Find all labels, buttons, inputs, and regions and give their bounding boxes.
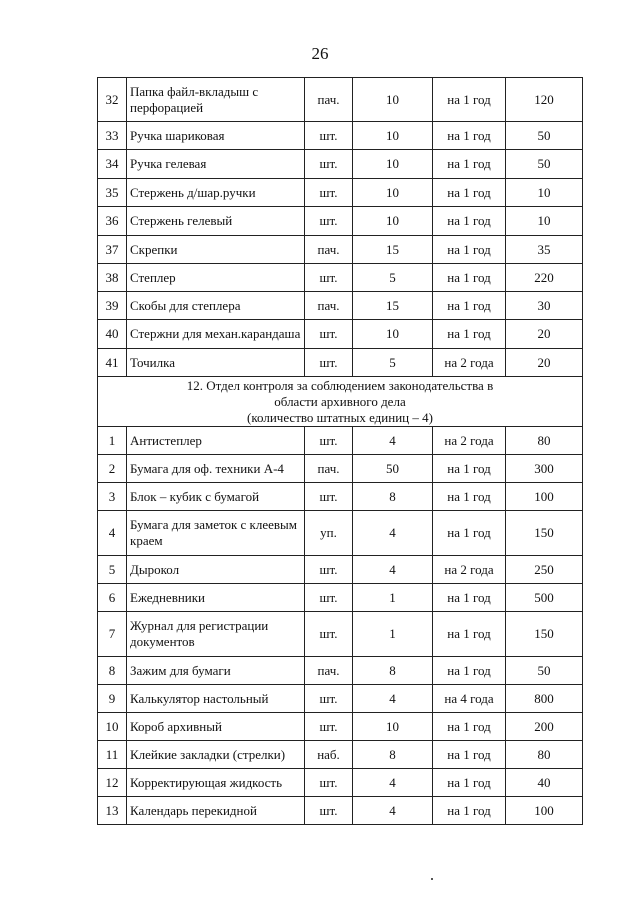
price-cell: 20 bbox=[506, 349, 583, 377]
price-cell: 80 bbox=[506, 427, 583, 455]
period-cell: на 2 года bbox=[433, 349, 506, 377]
item-name: Точилка bbox=[127, 349, 305, 377]
unit-cell: шт. bbox=[305, 122, 353, 150]
period-cell: на 4 года bbox=[433, 685, 506, 713]
price-cell: 20 bbox=[506, 320, 583, 349]
row-number: 11 bbox=[98, 741, 127, 769]
item-name: Антистеплер bbox=[127, 427, 305, 455]
row-number: 38 bbox=[98, 264, 127, 292]
row-number: 6 bbox=[98, 584, 127, 612]
price-cell: 300 bbox=[506, 455, 583, 483]
item-name: Степлер bbox=[127, 264, 305, 292]
price-cell: 800 bbox=[506, 685, 583, 713]
unit-cell: шт. bbox=[305, 685, 353, 713]
supplies-table bbox=[97, 77, 583, 825]
item-name: Стержень д/шар.ручки bbox=[127, 179, 305, 207]
row-number: 3 bbox=[98, 483, 127, 511]
price-cell: 220 bbox=[506, 264, 583, 292]
item-name: Бумага для оф. техники А-4 bbox=[127, 455, 305, 483]
quantity-cell: 10 bbox=[353, 713, 433, 741]
unit-cell: шт. bbox=[305, 797, 353, 825]
quantity-cell: 4 bbox=[353, 685, 433, 713]
period-cell: на 1 год bbox=[433, 657, 506, 685]
row-number: 12 bbox=[98, 769, 127, 797]
unit-cell: шт. bbox=[305, 349, 353, 377]
item-name: Стержень гелевый bbox=[127, 207, 305, 236]
price-cell: 250 bbox=[506, 556, 583, 584]
item-name: Калькулятор настольный bbox=[127, 685, 305, 713]
table-row bbox=[98, 320, 583, 349]
table-row bbox=[98, 657, 583, 685]
row-number: 34 bbox=[98, 150, 127, 179]
row-number: 40 bbox=[98, 320, 127, 349]
row-number: 7 bbox=[98, 612, 127, 657]
unit-cell: шт. bbox=[305, 556, 353, 584]
table-row bbox=[98, 612, 583, 657]
table-row bbox=[98, 483, 583, 511]
period-cell: на 1 год bbox=[433, 207, 506, 236]
period-cell: на 1 год bbox=[433, 179, 506, 207]
unit-cell: шт. bbox=[305, 483, 353, 511]
unit-cell: шт. bbox=[305, 320, 353, 349]
row-number: 32 bbox=[98, 78, 127, 122]
unit-cell: наб. bbox=[305, 741, 353, 769]
quantity-cell: 1 bbox=[353, 584, 433, 612]
item-name: Клейкие закладки (стрелки) bbox=[127, 741, 305, 769]
row-number: 33 bbox=[98, 122, 127, 150]
row-number: 35 bbox=[98, 179, 127, 207]
table-row bbox=[98, 236, 583, 264]
quantity-cell: 8 bbox=[353, 741, 433, 769]
period-cell: на 1 год bbox=[433, 797, 506, 825]
quantity-cell: 15 bbox=[353, 292, 433, 320]
price-cell: 80 bbox=[506, 741, 583, 769]
row-number: 8 bbox=[98, 657, 127, 685]
price-cell: 120 bbox=[506, 78, 583, 122]
quantity-cell: 4 bbox=[353, 427, 433, 455]
period-cell: на 1 год bbox=[433, 320, 506, 349]
item-name: Дырокол bbox=[127, 556, 305, 584]
unit-cell: пач. bbox=[305, 236, 353, 264]
item-name: Папка файл-вкладыш с перфорацией bbox=[127, 78, 305, 122]
period-cell: на 1 год bbox=[433, 769, 506, 797]
section-header-cell bbox=[98, 377, 583, 427]
table-row bbox=[98, 122, 583, 150]
price-cell: 200 bbox=[506, 713, 583, 741]
unit-cell: пач. bbox=[305, 455, 353, 483]
unit-cell: пач. bbox=[305, 292, 353, 320]
table-row bbox=[98, 427, 583, 455]
period-cell: на 1 год bbox=[433, 741, 506, 769]
table-row bbox=[98, 556, 583, 584]
period-cell: на 2 года bbox=[433, 427, 506, 455]
quantity-cell: 10 bbox=[353, 150, 433, 179]
unit-cell: шт. bbox=[305, 427, 353, 455]
price-cell: 100 bbox=[506, 483, 583, 511]
period-cell: на 1 год bbox=[433, 292, 506, 320]
price-cell: 35 bbox=[506, 236, 583, 264]
table-row bbox=[98, 264, 583, 292]
quantity-cell: 10 bbox=[353, 78, 433, 122]
price-cell: 40 bbox=[506, 769, 583, 797]
table-row bbox=[98, 349, 583, 377]
row-number: 9 bbox=[98, 685, 127, 713]
table-row bbox=[98, 179, 583, 207]
unit-cell: шт. bbox=[305, 713, 353, 741]
table-section-bottom bbox=[98, 427, 583, 825]
item-name: Короб архивный bbox=[127, 713, 305, 741]
price-cell: 50 bbox=[506, 122, 583, 150]
item-name: Блок – кубик с бумагой bbox=[127, 483, 305, 511]
quantity-cell: 4 bbox=[353, 556, 433, 584]
item-name: Стержни для механ.карандаша bbox=[127, 320, 305, 349]
table-row bbox=[98, 797, 583, 825]
unit-cell: шт. bbox=[305, 584, 353, 612]
table-row bbox=[98, 769, 583, 797]
item-name: Зажим для бумаги bbox=[127, 657, 305, 685]
quantity-cell: 10 bbox=[353, 207, 433, 236]
unit-cell: шт. bbox=[305, 179, 353, 207]
item-name: Скрепки bbox=[127, 236, 305, 264]
table-row bbox=[98, 741, 583, 769]
table-row bbox=[98, 685, 583, 713]
section-title-line1: 12. Отдел контроля за соблюдением законодательства в bbox=[186, 377, 494, 393]
unit-cell: уп. bbox=[305, 511, 353, 556]
item-name: Корректирующая жидкость bbox=[127, 769, 305, 797]
unit-cell: шт. bbox=[305, 769, 353, 797]
table-row bbox=[98, 455, 583, 483]
row-number: 41 bbox=[98, 349, 127, 377]
quantity-cell: 10 bbox=[353, 179, 433, 207]
quantity-cell: 50 bbox=[353, 455, 433, 483]
period-cell: на 1 год bbox=[433, 483, 506, 511]
price-cell: 30 bbox=[506, 292, 583, 320]
item-name: Календарь перекидной bbox=[127, 797, 305, 825]
item-name: Бумага для заметок с клеевым краем bbox=[127, 511, 305, 556]
price-cell: 100 bbox=[506, 797, 583, 825]
unit-cell: шт. bbox=[305, 264, 353, 292]
table-section-top bbox=[98, 78, 583, 377]
section-title-line2: области архивного дела bbox=[274, 393, 406, 409]
table-row bbox=[98, 511, 583, 556]
price-cell: 500 bbox=[506, 584, 583, 612]
price-cell: 50 bbox=[506, 657, 583, 685]
period-cell: на 1 год bbox=[433, 713, 506, 741]
period-cell: на 1 год bbox=[433, 455, 506, 483]
quantity-cell: 1 bbox=[353, 612, 433, 657]
table-row bbox=[98, 292, 583, 320]
quantity-cell: 8 bbox=[353, 483, 433, 511]
period-cell: на 1 год bbox=[433, 236, 506, 264]
period-cell: на 1 год bbox=[433, 150, 506, 179]
quantity-cell: 5 bbox=[353, 264, 433, 292]
table-row bbox=[98, 713, 583, 741]
item-name: Ежедневники bbox=[127, 584, 305, 612]
quantity-cell: 10 bbox=[353, 122, 433, 150]
price-cell: 150 bbox=[506, 612, 583, 657]
quantity-cell: 4 bbox=[353, 769, 433, 797]
unit-cell: пач. bbox=[305, 657, 353, 685]
period-cell: на 1 год bbox=[433, 264, 506, 292]
row-number: 39 bbox=[98, 292, 127, 320]
page-number: 26 bbox=[311, 44, 329, 63]
row-number: 36 bbox=[98, 207, 127, 236]
quantity-cell: 10 bbox=[353, 320, 433, 349]
unit-cell: шт. bbox=[305, 150, 353, 179]
quantity-cell: 8 bbox=[353, 657, 433, 685]
table-row bbox=[98, 150, 583, 179]
row-number: 2 bbox=[98, 455, 127, 483]
price-cell: 10 bbox=[506, 207, 583, 236]
price-cell: 150 bbox=[506, 511, 583, 556]
unit-cell: шт. bbox=[305, 207, 353, 236]
quantity-cell: 4 bbox=[353, 797, 433, 825]
period-cell: на 1 год bbox=[433, 511, 506, 556]
row-number: 1 bbox=[98, 427, 127, 455]
period-cell: на 1 год bbox=[433, 584, 506, 612]
item-name: Журнал для регистрации документов bbox=[127, 612, 305, 657]
period-cell: на 1 год bbox=[433, 612, 506, 657]
row-number: 10 bbox=[98, 713, 127, 741]
item-name: Ручка гелевая bbox=[127, 150, 305, 179]
period-cell: на 1 год bbox=[433, 78, 506, 122]
price-cell: 10 bbox=[506, 179, 583, 207]
section-header bbox=[98, 377, 583, 427]
quantity-cell: 15 bbox=[353, 236, 433, 264]
row-number: 37 bbox=[98, 236, 127, 264]
table-row bbox=[98, 584, 583, 612]
item-name: Скобы для степлера bbox=[127, 292, 305, 320]
scan-dot bbox=[431, 878, 433, 880]
section-title-line3: (количество штатных единиц – 4) bbox=[247, 409, 433, 425]
unit-cell: шт. bbox=[305, 612, 353, 657]
price-cell: 50 bbox=[506, 150, 583, 179]
period-cell: на 2 года bbox=[433, 556, 506, 584]
unit-cell: пач. bbox=[305, 78, 353, 122]
quantity-cell: 4 bbox=[353, 511, 433, 556]
table-row bbox=[98, 78, 583, 122]
row-number: 4 bbox=[98, 511, 127, 556]
row-number: 5 bbox=[98, 556, 127, 584]
period-cell: на 1 год bbox=[433, 122, 506, 150]
row-number: 13 bbox=[98, 797, 127, 825]
table-row bbox=[98, 207, 583, 236]
quantity-cell: 5 bbox=[353, 349, 433, 377]
item-name: Ручка шариковая bbox=[127, 122, 305, 150]
